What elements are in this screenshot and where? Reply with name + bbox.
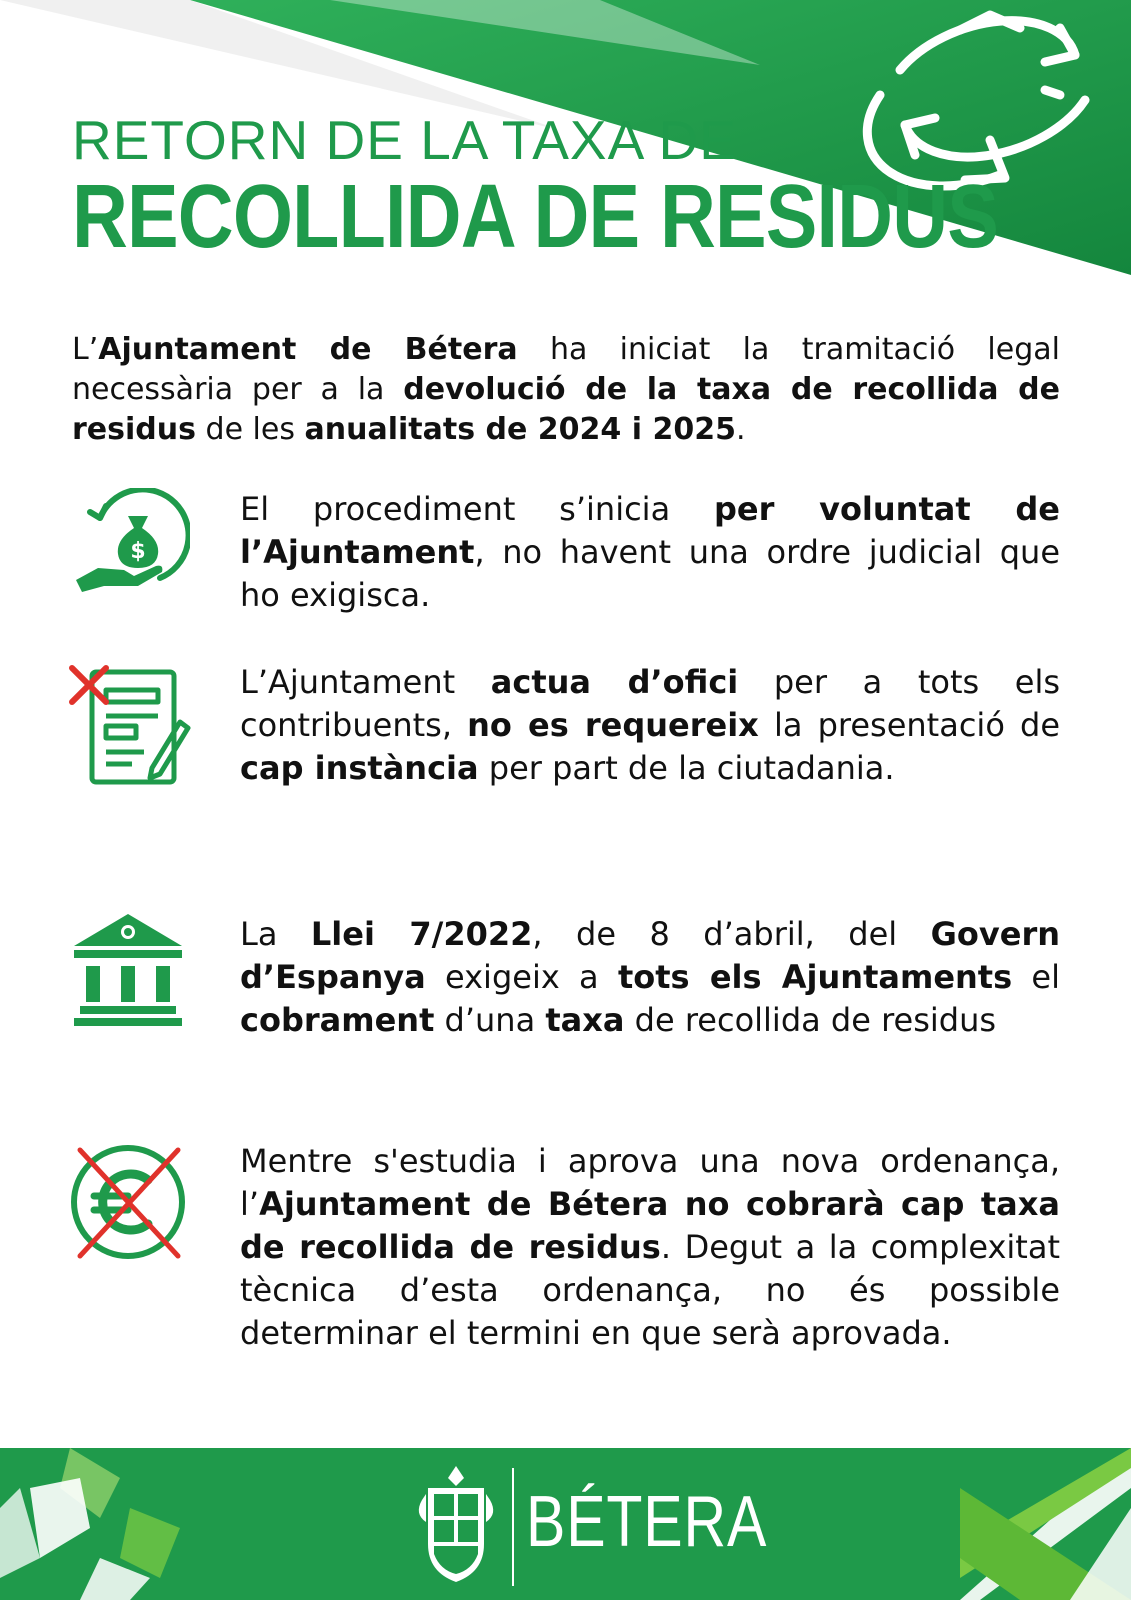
point-text: exigeix a xyxy=(425,958,618,996)
point-bold: actua d’ofici xyxy=(490,663,739,701)
crossed-document-icon xyxy=(68,660,192,792)
title-line-2: RECOLLIDA DE RESIDUS xyxy=(72,167,999,267)
point-bold: tots els Ajuntaments xyxy=(617,958,1013,996)
intro-bold: anualitats de 2024 i 2025 xyxy=(304,412,736,447)
point-bold: Ajuntament de Bétera no cobrarà cap taxa de recollida de residus xyxy=(240,1185,1060,1266)
point-text: Mentre s'estudia i aprova una nova ordenança, l’ xyxy=(240,1142,1060,1223)
point-bold: taxa xyxy=(545,1001,625,1039)
point-text: de recollida de residus xyxy=(624,1001,997,1039)
intro-text: L’ xyxy=(72,332,99,367)
point-bold: no es requereix xyxy=(467,706,759,744)
coat-of-arms-icon xyxy=(412,1464,500,1588)
footer-town-logo-text: BÉTERA xyxy=(526,1482,768,1562)
intro-text: ha iniciat la tramitació legal necessària per a la xyxy=(72,332,1060,407)
point-text: El procediment s’inicia xyxy=(240,490,714,528)
point-text: el xyxy=(1012,958,1060,996)
intro-text: . xyxy=(735,412,746,447)
point-text: , no havent una ordre judicial que ho exigisca. xyxy=(240,533,1060,614)
footer-divider xyxy=(512,1468,514,1586)
point-bold: cobrament xyxy=(240,1001,435,1039)
recycle-symbol-icon xyxy=(0,1448,220,1600)
point-bold: Govern d’Espanya xyxy=(240,915,1061,996)
svg-text:$: $ xyxy=(130,539,146,564)
point-1 xyxy=(240,488,1060,617)
intro-bold: devolució de la taxa de recollida de residus xyxy=(72,372,1060,447)
point-text: d’una xyxy=(434,1001,546,1039)
point-text: La xyxy=(240,915,311,953)
point-text: , de 8 d’abril, del xyxy=(532,915,931,953)
government-building-icon xyxy=(70,910,186,1028)
intro-bold: Ajuntament de Bétera xyxy=(98,332,518,367)
intro-text: de les xyxy=(195,412,305,447)
title-line-1: RETORN DE LA TAXA DE xyxy=(72,109,737,171)
point-text: . Degut a la complexitat tècnica d’esta ordenança, no és possible determinar el termini en que serà aprovada. xyxy=(240,1228,1061,1352)
point-bold: cap instància xyxy=(240,749,479,787)
point-4 xyxy=(240,1140,1060,1355)
point-text: la presentació de xyxy=(758,706,1061,744)
footer-band xyxy=(0,1448,1131,1600)
footer-corner-decoration xyxy=(960,1448,1131,1600)
point-text: per a tots els contribuents, xyxy=(240,663,1061,744)
point-2 xyxy=(240,661,1060,790)
intro-paragraph xyxy=(72,330,1060,450)
point-bold: Llei 7/2022 xyxy=(310,915,533,953)
point-3 xyxy=(240,913,1060,1042)
money-bag-hand-icon xyxy=(68,488,190,594)
point-text: L’Ajuntament xyxy=(240,663,491,701)
point-text: per part de la ciutadania. xyxy=(478,749,895,787)
point-bold: per voluntat de l’Ajuntament xyxy=(240,490,1061,571)
crossed-euro-icon xyxy=(66,1140,190,1264)
